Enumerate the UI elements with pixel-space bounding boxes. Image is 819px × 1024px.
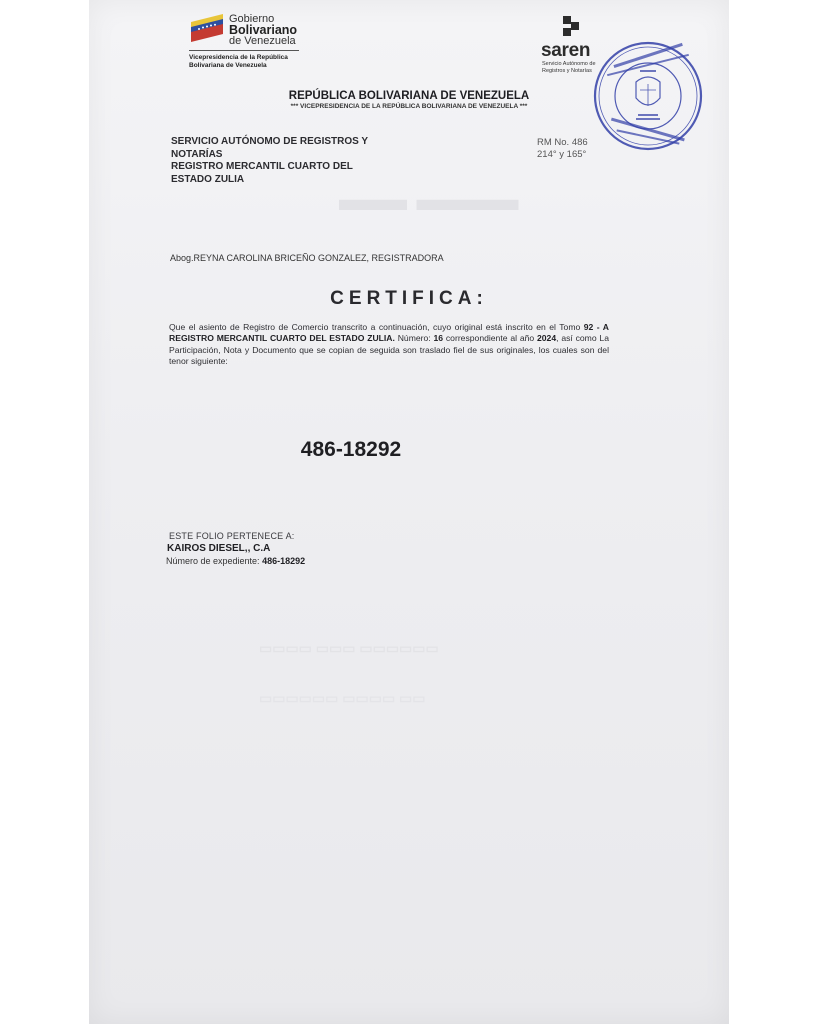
para-anio: 2024 [536, 333, 557, 344]
bleed-through-text: ▬▬ ▬▬▬ [339, 180, 519, 218]
rm-number: RM No. 486 [537, 137, 588, 148]
expediente-label: Número de expediente: [166, 556, 263, 566]
certifica-heading: CERTIFICA: [330, 288, 488, 309]
folio-label: ESTE FOLIO PERTENECE A: [169, 531, 295, 541]
gov-logo-line2: Bolivariano [229, 23, 298, 37]
bleed-through-text: ▭▭▭▭ ▭▭▭ ▭▭▭▭▭▭ [259, 640, 439, 656]
vicepresidency-subtitle: *** VICEPRESIDENCIA DE LA REPÚBLICA BOLIVARIANA DE VENEZUELA *** [290, 103, 528, 110]
saren-sub-line1: Servicio Autónomo de [542, 61, 596, 67]
gov-logo-line3: de Venezuela [229, 35, 296, 47]
saren-logo-icon [559, 16, 583, 38]
gov-logo-sub2: Bolivariana de Venezuela [189, 61, 267, 69]
office-block [171, 136, 391, 186]
registrar-name: Abog.REYNA CAROLINA BRICEÑO GONZALEZ, REGISTRADORA [170, 253, 444, 263]
bleed-through-text: ▭▭▭▭▭▭ ▭▭▭▭ ▭▭ [259, 690, 426, 706]
logo-divider [189, 50, 299, 51]
company-name: KAIROS DIESEL,, C.A [167, 543, 271, 554]
gov-logo-sub1: Vicepresidencia de la República [189, 54, 288, 61]
rm-years: 214° y 165° [537, 148, 587, 160]
saren-sub-line2: Registros y Notarías [542, 67, 592, 74]
office-line4: ESTADO ZULIA [171, 173, 245, 185]
para-text-3: correspondiente al año [443, 333, 537, 344]
para-text-1: Que el asiento de Registro de Comercio transcrito a continuación, cuyo original está inscrito en el Tomo [169, 322, 584, 332]
para-tomo: 92 - A REGISTRO MERCANTIL CUARTO DEL ESTADO ZULIA. [169, 322, 609, 344]
office-line1: SERVICIO AUTÓNOMO DE REGISTROS Y [171, 136, 369, 147]
venezuela-flag-icon [189, 12, 225, 42]
saren-subtitle [542, 61, 596, 74]
para-text-4: , así como La Participación, Nota y Documento que se copian de seguida son traslado fiel de sus originales, los cuales son del tenor siguiente: [169, 333, 609, 366]
para-numero: 16 [433, 333, 444, 344]
office-line3: REGISTRO MERCANTIL CUARTO DEL [171, 161, 353, 172]
office-line2: NOTARÍAS [171, 148, 223, 160]
para-text-2: Número: [394, 333, 434, 344]
saren-wordmark: saren [541, 40, 591, 61]
document-number: 486-18292 [300, 438, 402, 461]
gov-logo-line1: Gobierno [229, 13, 275, 25]
expediente-number: 486-18292 [262, 556, 306, 566]
government-logo [189, 8, 304, 69]
expediente-line [166, 556, 305, 566]
rm-reference [537, 137, 588, 160]
republic-title: REPÚBLICA BOLIVARIANA DE VENEZUELA [288, 90, 530, 102]
certification-paragraph [169, 322, 609, 367]
document-page [89, 0, 729, 1024]
